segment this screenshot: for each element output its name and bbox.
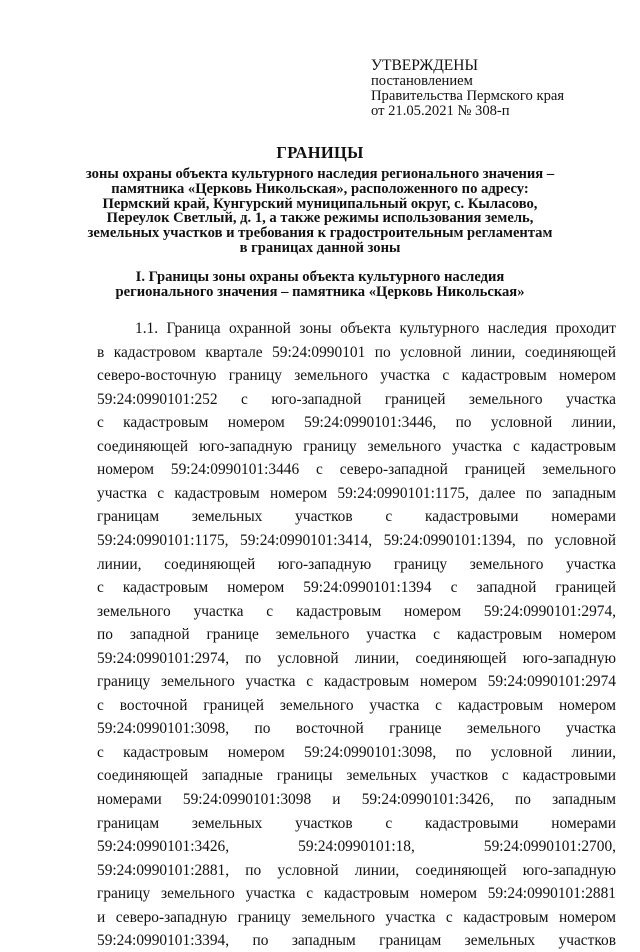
body-line: соединяющей западные границы земельных участков с кадастровыми <box>97 767 616 785</box>
document-title: ГРАНИЦЫ <box>276 143 364 162</box>
body-line: участка с кадастровым номером 59:24:0990101:1175, далее по западным <box>97 484 616 502</box>
body-line: границу земельного участка с кадастровым номером 59:24:0990101:2974 <box>97 673 616 691</box>
body-line: северо-восточную границу земельного участка с кадастровым номером <box>97 367 616 385</box>
subtitle-line: Переулок Светлый, д. 1, а также режимы использования земель, <box>106 210 534 227</box>
approval-line-2: постановлением <box>371 73 473 89</box>
body-line: в кадастровом квартале 59:24:0990101 по условной линии, соединяющей <box>97 343 616 361</box>
body-line: с восточной границей земельного участка с кадастровым номером <box>97 696 616 714</box>
body-line: 59:24:0990101:2881, по условной линии, соединяющей юго-западную <box>97 861 616 879</box>
body-line: по западной границе земельного участка с кадастровым номером <box>97 626 616 644</box>
body-line: земельного участка с кадастровым номером 59:24:0990101:2974, <box>97 602 616 620</box>
subtitle-line: памятника «Церковь Никольская», расположенного по адресу: <box>111 180 529 197</box>
body-line: с кадастровым номером 59:24:0990101:3446, по условной линии, <box>97 414 616 432</box>
body-line: границам земельных участков с кадастровыми номерами <box>97 814 616 832</box>
section-heading-line: регионального значения – памятника «Церковь Никольская» <box>115 284 525 300</box>
body-line: 59:24:0990101:2974, по условной линии, соединяющей юго-западную <box>97 649 616 667</box>
approval-stamp <box>371 58 631 118</box>
body-line: 59:24:0990101:3394, по западным границам земельных участков <box>97 932 616 950</box>
approval-line-3: Правительства Пермского края <box>371 87 565 104</box>
subtitle-line: земельных участков и требования к градостроительным регламентам <box>87 225 553 242</box>
body-line: с кадастровым номером 59:24:0990101:3098, по условной линии, <box>97 743 616 761</box>
body-line: 59:24:0990101:1175, 59:24:0990101:3414, 59:24:0990101:1394, по условной <box>97 531 616 549</box>
body-line: границу земельного участка с кадастровым номером 59:24:0990101:2881 <box>97 885 616 903</box>
body-line: 59:24:0990101:3098, по восточной границе земельного участка <box>97 720 616 738</box>
approval-heading: УТВЕРЖДЕНЫ <box>371 57 478 74</box>
body-line: 1.1. Граница охранной зоны объекта культурного наследия проходит <box>135 320 616 337</box>
body-line: и северо-западную границу земельного участка с кадастровым номером <box>97 908 616 926</box>
body-line: с кадастровым номером 59:24:0990101:1394 с западной границей <box>97 579 616 597</box>
body-line: 59:24:0990101:3426, 59:24:0990101:18, 59:24:0990101:2700, <box>97 838 616 856</box>
body-line: номером 59:24:0990101:3446 с северо-западной границей земельного <box>97 461 616 479</box>
approval-date: от 21.05.2021 № 308-п <box>371 102 510 119</box>
body-line: линии, соединяющей юго-западную границу земельного участка <box>97 555 616 573</box>
body-line: 59:24:0990101:252 с юго-западной границей земельного участка <box>97 390 616 408</box>
section-heading-line: I. Границы зоны охраны объекта культурного наследия <box>135 269 505 285</box>
subtitle-line: зоны охраны объекта культурного наследия регионального значения – <box>85 166 555 182</box>
body-line: границам земельных участков с кадастровыми номерами <box>97 508 616 526</box>
section-heading <box>70 270 570 300</box>
subtitle-line: в границах данной зоны <box>239 239 401 256</box>
document-subtitle <box>70 167 570 256</box>
body-line: соединяющей юго-западную границу земельного участка с кадастровым <box>97 437 616 455</box>
body-line: номерами 59:24:0990101:3098 и 59:24:0990101:3426, по западным <box>97 791 616 808</box>
subtitle-line: Пермский край, Кунгурский муниципальный округ, с. Кыласово, <box>102 195 538 212</box>
